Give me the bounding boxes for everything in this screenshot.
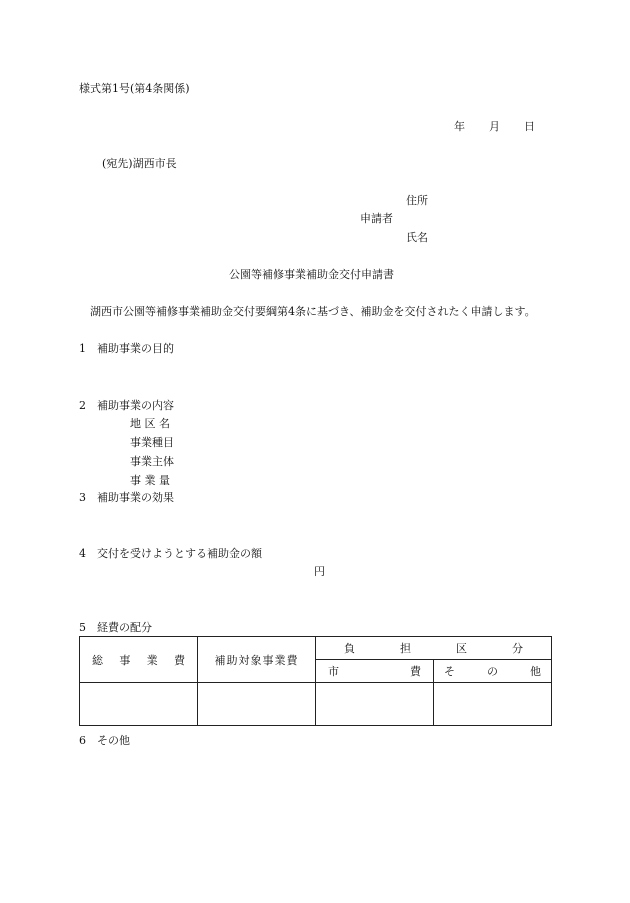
burden-char-1: 負 — [344, 642, 355, 655]
cell-total-cost[interactable] — [80, 683, 198, 726]
cell-eligible-cost[interactable] — [198, 683, 316, 726]
cell-city-cost[interactable] — [316, 683, 434, 726]
total-cost-char-2: 事 — [119, 653, 131, 667]
total-cost-char-3: 業 — [146, 653, 158, 667]
date-month: 月 — [489, 120, 500, 133]
item-project-entity: 事業主体 — [130, 455, 174, 468]
header-eligible-cost: 補助対象事業費 — [198, 637, 316, 683]
date-day: 日 — [524, 120, 535, 133]
document-title: 公園等補修事業補助金交付申請書 — [229, 268, 394, 281]
intro-text: 湖西市公園等補修事業補助金交付要綱第4条に基づき、補助金を交付されたく申請します。 — [90, 305, 536, 318]
header-other — [434, 660, 552, 683]
item-project-type: 事業種目 — [130, 436, 174, 449]
item-project-volume: 事 業 量 — [130, 474, 170, 487]
section-2-items — [130, 418, 174, 494]
amount-unit: 円 — [314, 565, 325, 578]
header-city-cost — [316, 660, 434, 683]
other-char-3: 他 — [530, 665, 541, 678]
city-char-1: 市 — [328, 665, 339, 678]
burden-char-2: 担 — [400, 642, 411, 655]
form-number: 様式第1号(第4条関係) — [79, 82, 190, 95]
date-year: 年 — [454, 120, 465, 133]
city-char-2: 費 — [410, 665, 421, 678]
other-char-1: そ — [444, 665, 455, 678]
expense-allocation-table — [79, 636, 552, 726]
total-cost-char-4: 費 — [173, 653, 185, 667]
section-2-heading: 2 補助事業の内容 — [79, 399, 174, 412]
applicant-label: 申請者 — [360, 212, 393, 225]
total-cost-char-1: 総 — [92, 653, 103, 667]
section-5-heading: 5 経費の配分 — [79, 621, 152, 634]
header-burden-category — [316, 637, 552, 660]
section-3-heading: 3 補助事業の効果 — [79, 491, 174, 504]
section-1-heading: 1 補助事業の目的 — [79, 342, 174, 355]
other-char-2: の — [487, 665, 498, 678]
applicant-address-label: 住所 — [406, 194, 428, 207]
cell-other[interactable] — [434, 683, 552, 726]
applicant-name-label: 氏名 — [406, 231, 428, 244]
item-district-name: 地 区 名 — [130, 417, 170, 430]
burden-char-3: 区 — [456, 642, 467, 655]
addressee: (宛先)湖西市長 — [102, 157, 177, 170]
section-4-heading: 4 交付を受けようとする補助金の額 — [79, 547, 262, 560]
header-total-cost — [80, 637, 198, 683]
section-6-heading: 6 その他 — [79, 734, 130, 747]
burden-char-4: 分 — [512, 642, 523, 655]
